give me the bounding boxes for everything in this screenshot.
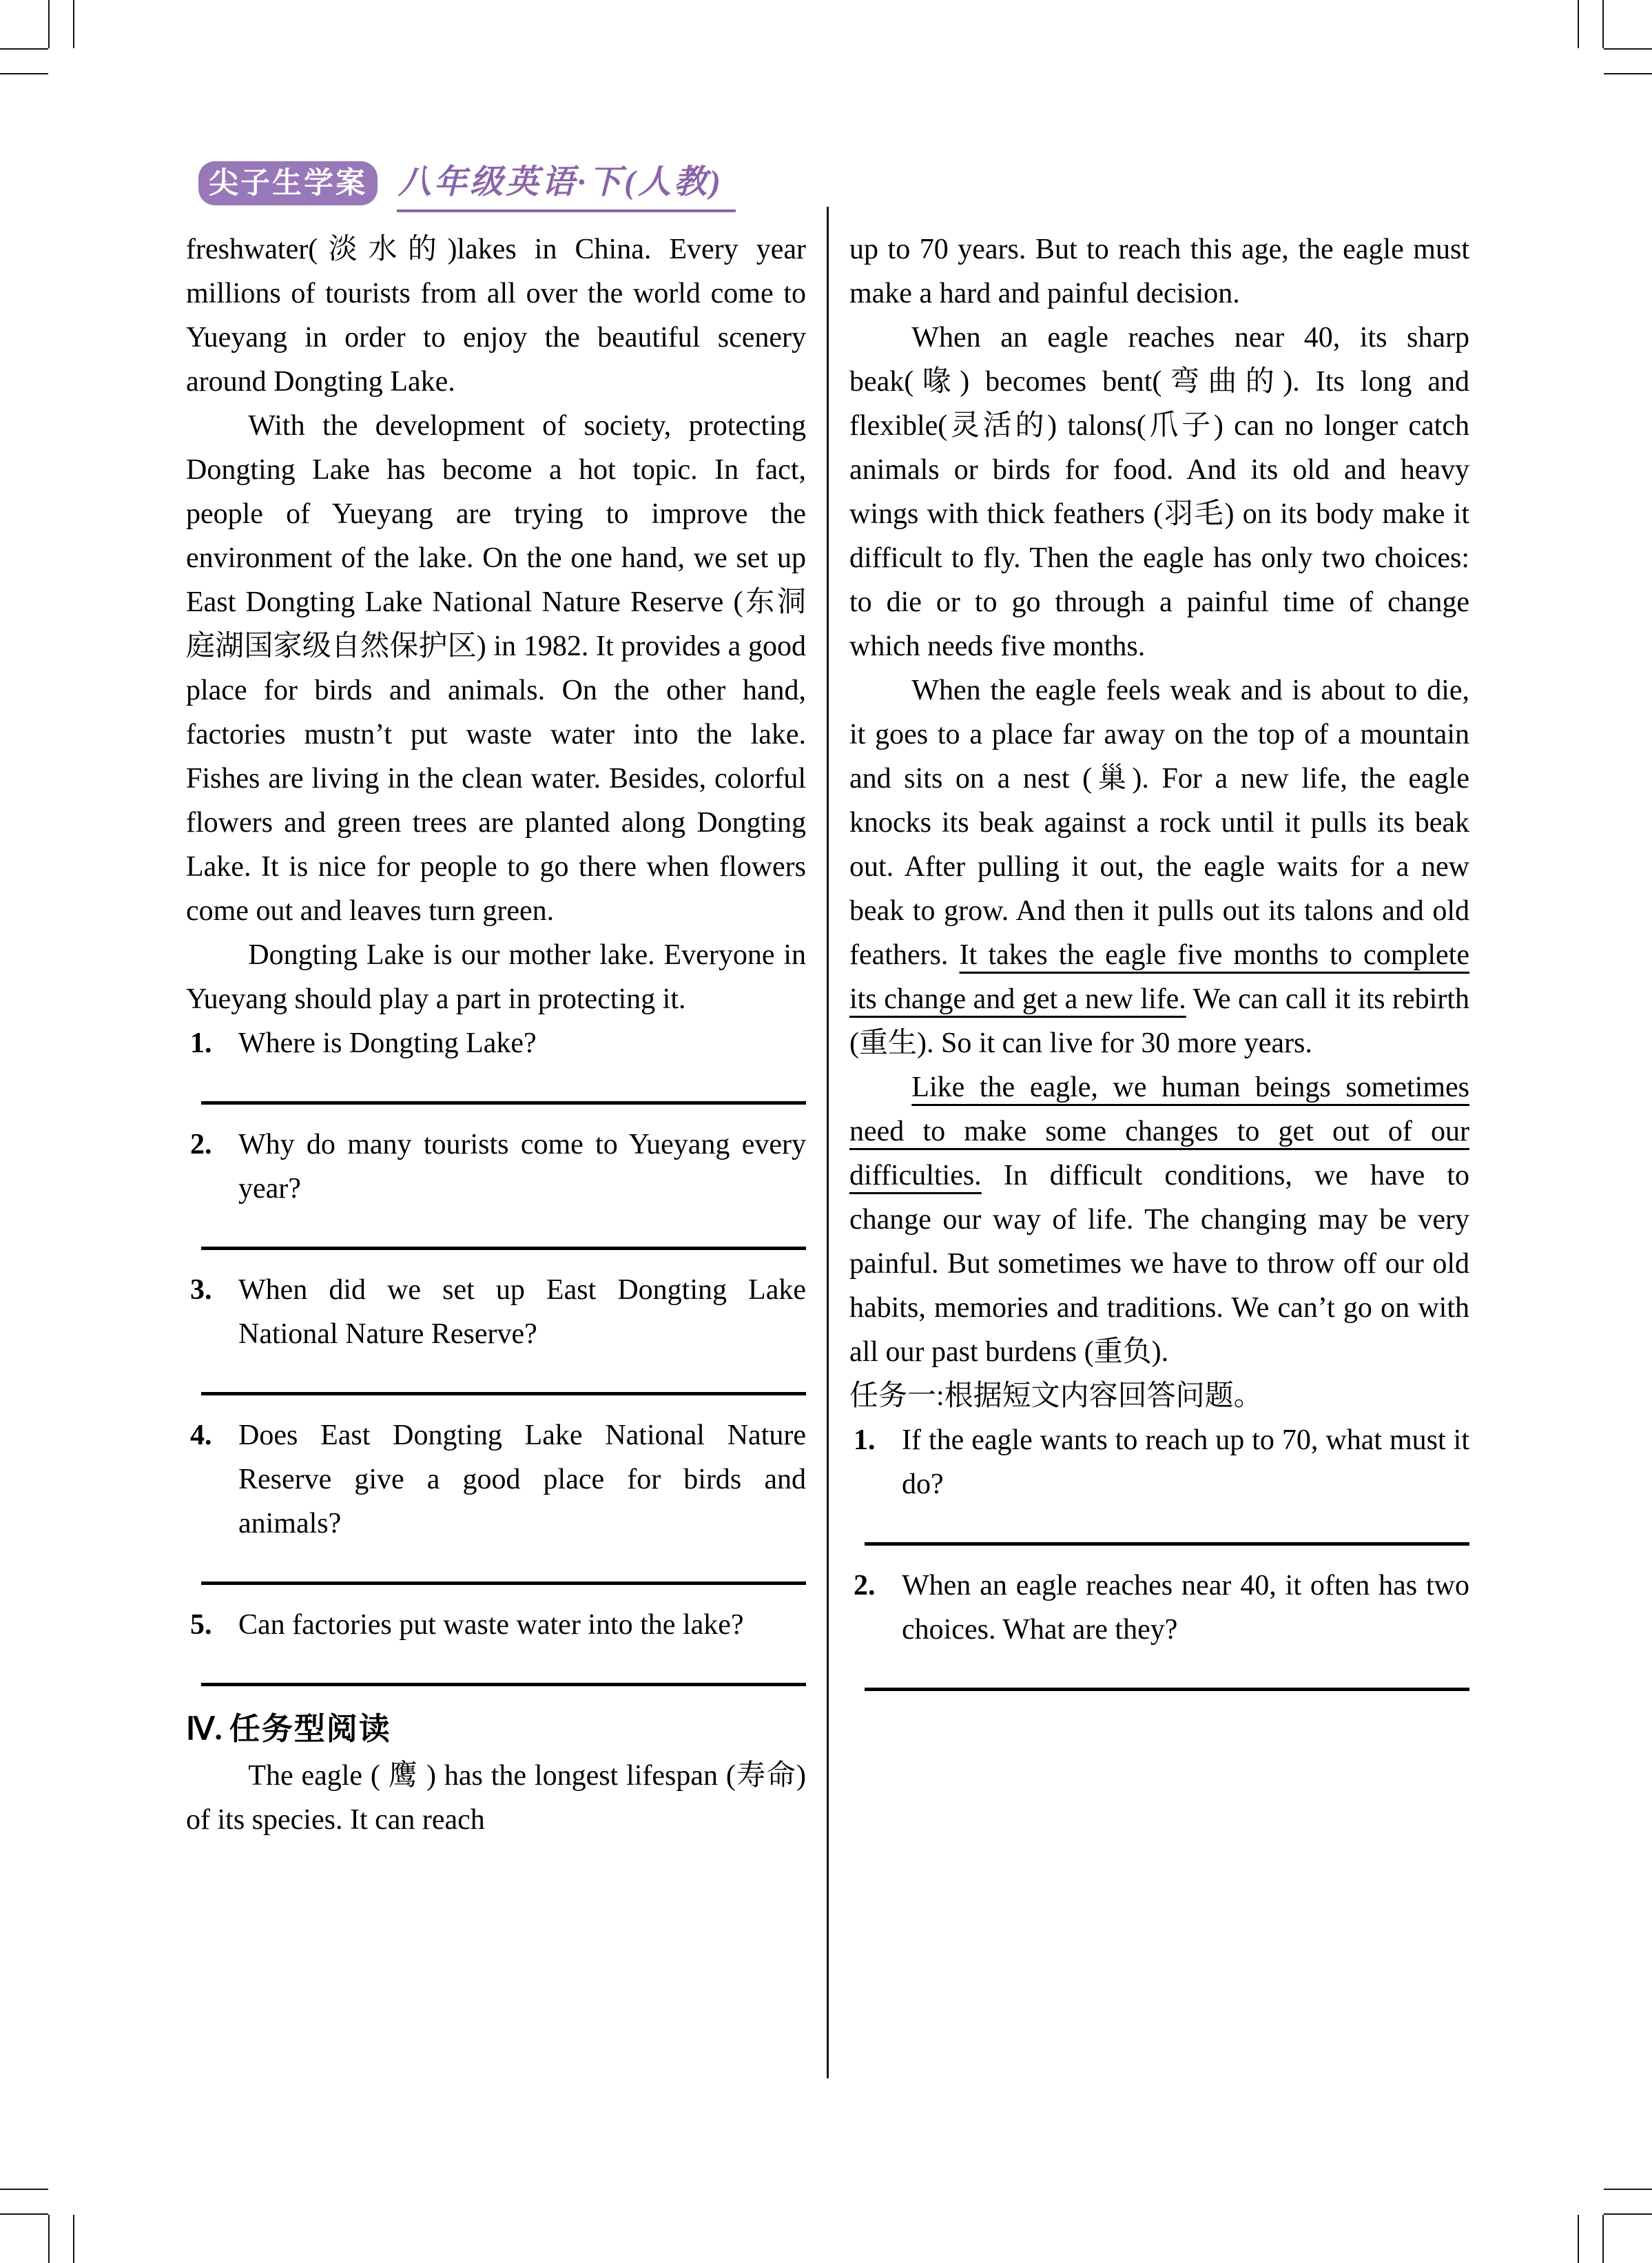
answer-line (201, 1101, 806, 1105)
column-divider (827, 207, 829, 2078)
question-item (186, 1021, 806, 1065)
question-number: 1. (190, 1027, 212, 1059)
body-paragraph (849, 316, 1469, 668)
text-segment: The eagle ( 鹰 ) has the longest lifespan (寿命) of its species. It can reach (186, 1760, 806, 1836)
body-paragraph (849, 227, 1469, 316)
right-column (849, 227, 1469, 1709)
crop-mark (0, 73, 48, 74)
question-number: 1. (854, 1424, 876, 1456)
question-text: Does East Dongting Lake National Nature Reserve give a good place for birds and animals? (238, 1420, 806, 1539)
question-text: Can factories put waste water into the lake? (238, 1609, 744, 1641)
header-badge (198, 161, 378, 205)
left-column (186, 227, 806, 1842)
crop-mark (1602, 0, 1604, 48)
question-text: If the eagle wants to reach up to 70, what must it do? (902, 1424, 1469, 1500)
answer-line (201, 1247, 806, 1250)
question-text: When did we set up East Dongting Lake National Nature Reserve? (238, 1274, 806, 1350)
badge-label: 尖子生学案 (209, 167, 367, 200)
text-segment: In difficult conditions, we have to change our way of life. The changing may be very painful. But sometimes we have to throw off our old habits, memories and traditions. We can’t go on with all our past burdens (重负). (849, 1160, 1469, 1368)
question-number: 2. (190, 1129, 212, 1160)
body-paragraph (849, 668, 1469, 1065)
body-paragraph (186, 933, 806, 1021)
question-item (186, 1413, 806, 1546)
answer-line (201, 1683, 806, 1686)
task-heading: 任务一:根据短文内容回答问题。 (849, 1380, 1263, 1412)
answer-line (201, 1581, 806, 1585)
crop-mark (0, 2189, 48, 2190)
question-text: Where is Dongting Lake? (238, 1027, 537, 1059)
answer-line (865, 1542, 1469, 1546)
crop-mark (1604, 73, 1652, 74)
body-paragraph (186, 1754, 806, 1842)
answer-line (201, 1392, 806, 1395)
crop-mark (1604, 2213, 1652, 2215)
text-segment: When the eagle feels weak and is about to die, it goes to a place far away on the top of a mountain and sits on a nest (巢). For a new life, the eagle knocks its beak against a rock until it pulls its beak out. After pulling it out, the eagle waits for a new beak to grow. And then it pulls out its talons and old feathers. (849, 675, 1469, 971)
answer-line (865, 1688, 1469, 1691)
section-numeral: Ⅳ. (186, 1712, 223, 1746)
crop-mark (1602, 2215, 1604, 2263)
text-segment: up to 70 years. But to reach this age, the eagle must make a hard and painful decision. (849, 234, 1469, 309)
section-heading (186, 1704, 806, 1754)
body-paragraph (186, 227, 806, 404)
crop-mark (1604, 48, 1652, 50)
question-text: Why do many tourists come to Yueyang every year? (238, 1129, 806, 1205)
crop-mark (73, 0, 74, 48)
body-paragraph (186, 404, 806, 933)
crop-mark (0, 2213, 48, 2215)
question-item (186, 1123, 806, 1211)
crop-mark (1578, 0, 1579, 48)
text-segment: We can call it its rebirth (重生). So it can live for 30 more years. (849, 983, 1469, 1059)
body-paragraph (849, 1065, 1469, 1374)
question-item (849, 1564, 1469, 1652)
crop-mark (48, 0, 50, 48)
crop-mark (73, 2215, 74, 2263)
text-segment: Dongting Lake is our mother lake. Everyone in Yueyang should play a part in protecting it. (186, 939, 806, 1015)
question-number: 3. (190, 1274, 212, 1306)
question-item (849, 1418, 1469, 1506)
question-number: 5. (190, 1609, 212, 1641)
crop-mark (1604, 2189, 1652, 2190)
text-segment: With the development of society, protecting Dongting Lake has become a hot topic. In fact, people of Yueyang are trying to improve the environment of the lake. On the one hand, we set up East Dongting Lake National Nature Reserve (东洞庭湖国家级自然保护区) in 1982. It provides a good place for birds and animals. On the other hand, factories mustn’t put waste water into the lake. Fishes are living in the clean water. Besides, colorful flowers and green trees are planted along Dongting Lake. It is nice for people to go there when flowers come out and leaves turn green. (186, 410, 806, 927)
crop-mark (48, 2215, 50, 2263)
question-number: 2. (854, 1570, 876, 1601)
section-label: 任务型阅读 (229, 1711, 391, 1746)
question-item (186, 1268, 806, 1356)
edition-title: 八年级英语·下(人教) (397, 161, 736, 212)
question-item (186, 1603, 806, 1647)
text-segment: freshwater(淡水的)lakes in China. Every year millions of tourists from all over the world come to Yueyang in order to enjoy the beautiful scenery around Dongting Lake. (186, 234, 806, 398)
underlined-sentence: It takes the eagle five months to complete its change and get a new life. (849, 939, 1469, 1015)
crop-mark (1578, 2215, 1579, 2263)
text-segment: When an eagle reaches near 40, its sharp beak(喙) becomes bent(弯曲的). Its long and flexible(灵活的) talons(爪子) can no longer catch animals or birds for food. And its old and heavy wings with thick feathers (羽毛) on its body make it difficult to fly. Then the eagle has only two choices: to die or to go through a painful time of change which needs five months. (849, 322, 1469, 662)
question-number: 4. (190, 1420, 212, 1451)
crop-mark (0, 48, 48, 50)
underlined-sentence: Like the eagle, we human beings sometimes need to make some changes to get out of our difficulties. (849, 1072, 1469, 1191)
question-text: When an eagle reaches near 40, it often has two choices. What are they? (902, 1570, 1469, 1646)
